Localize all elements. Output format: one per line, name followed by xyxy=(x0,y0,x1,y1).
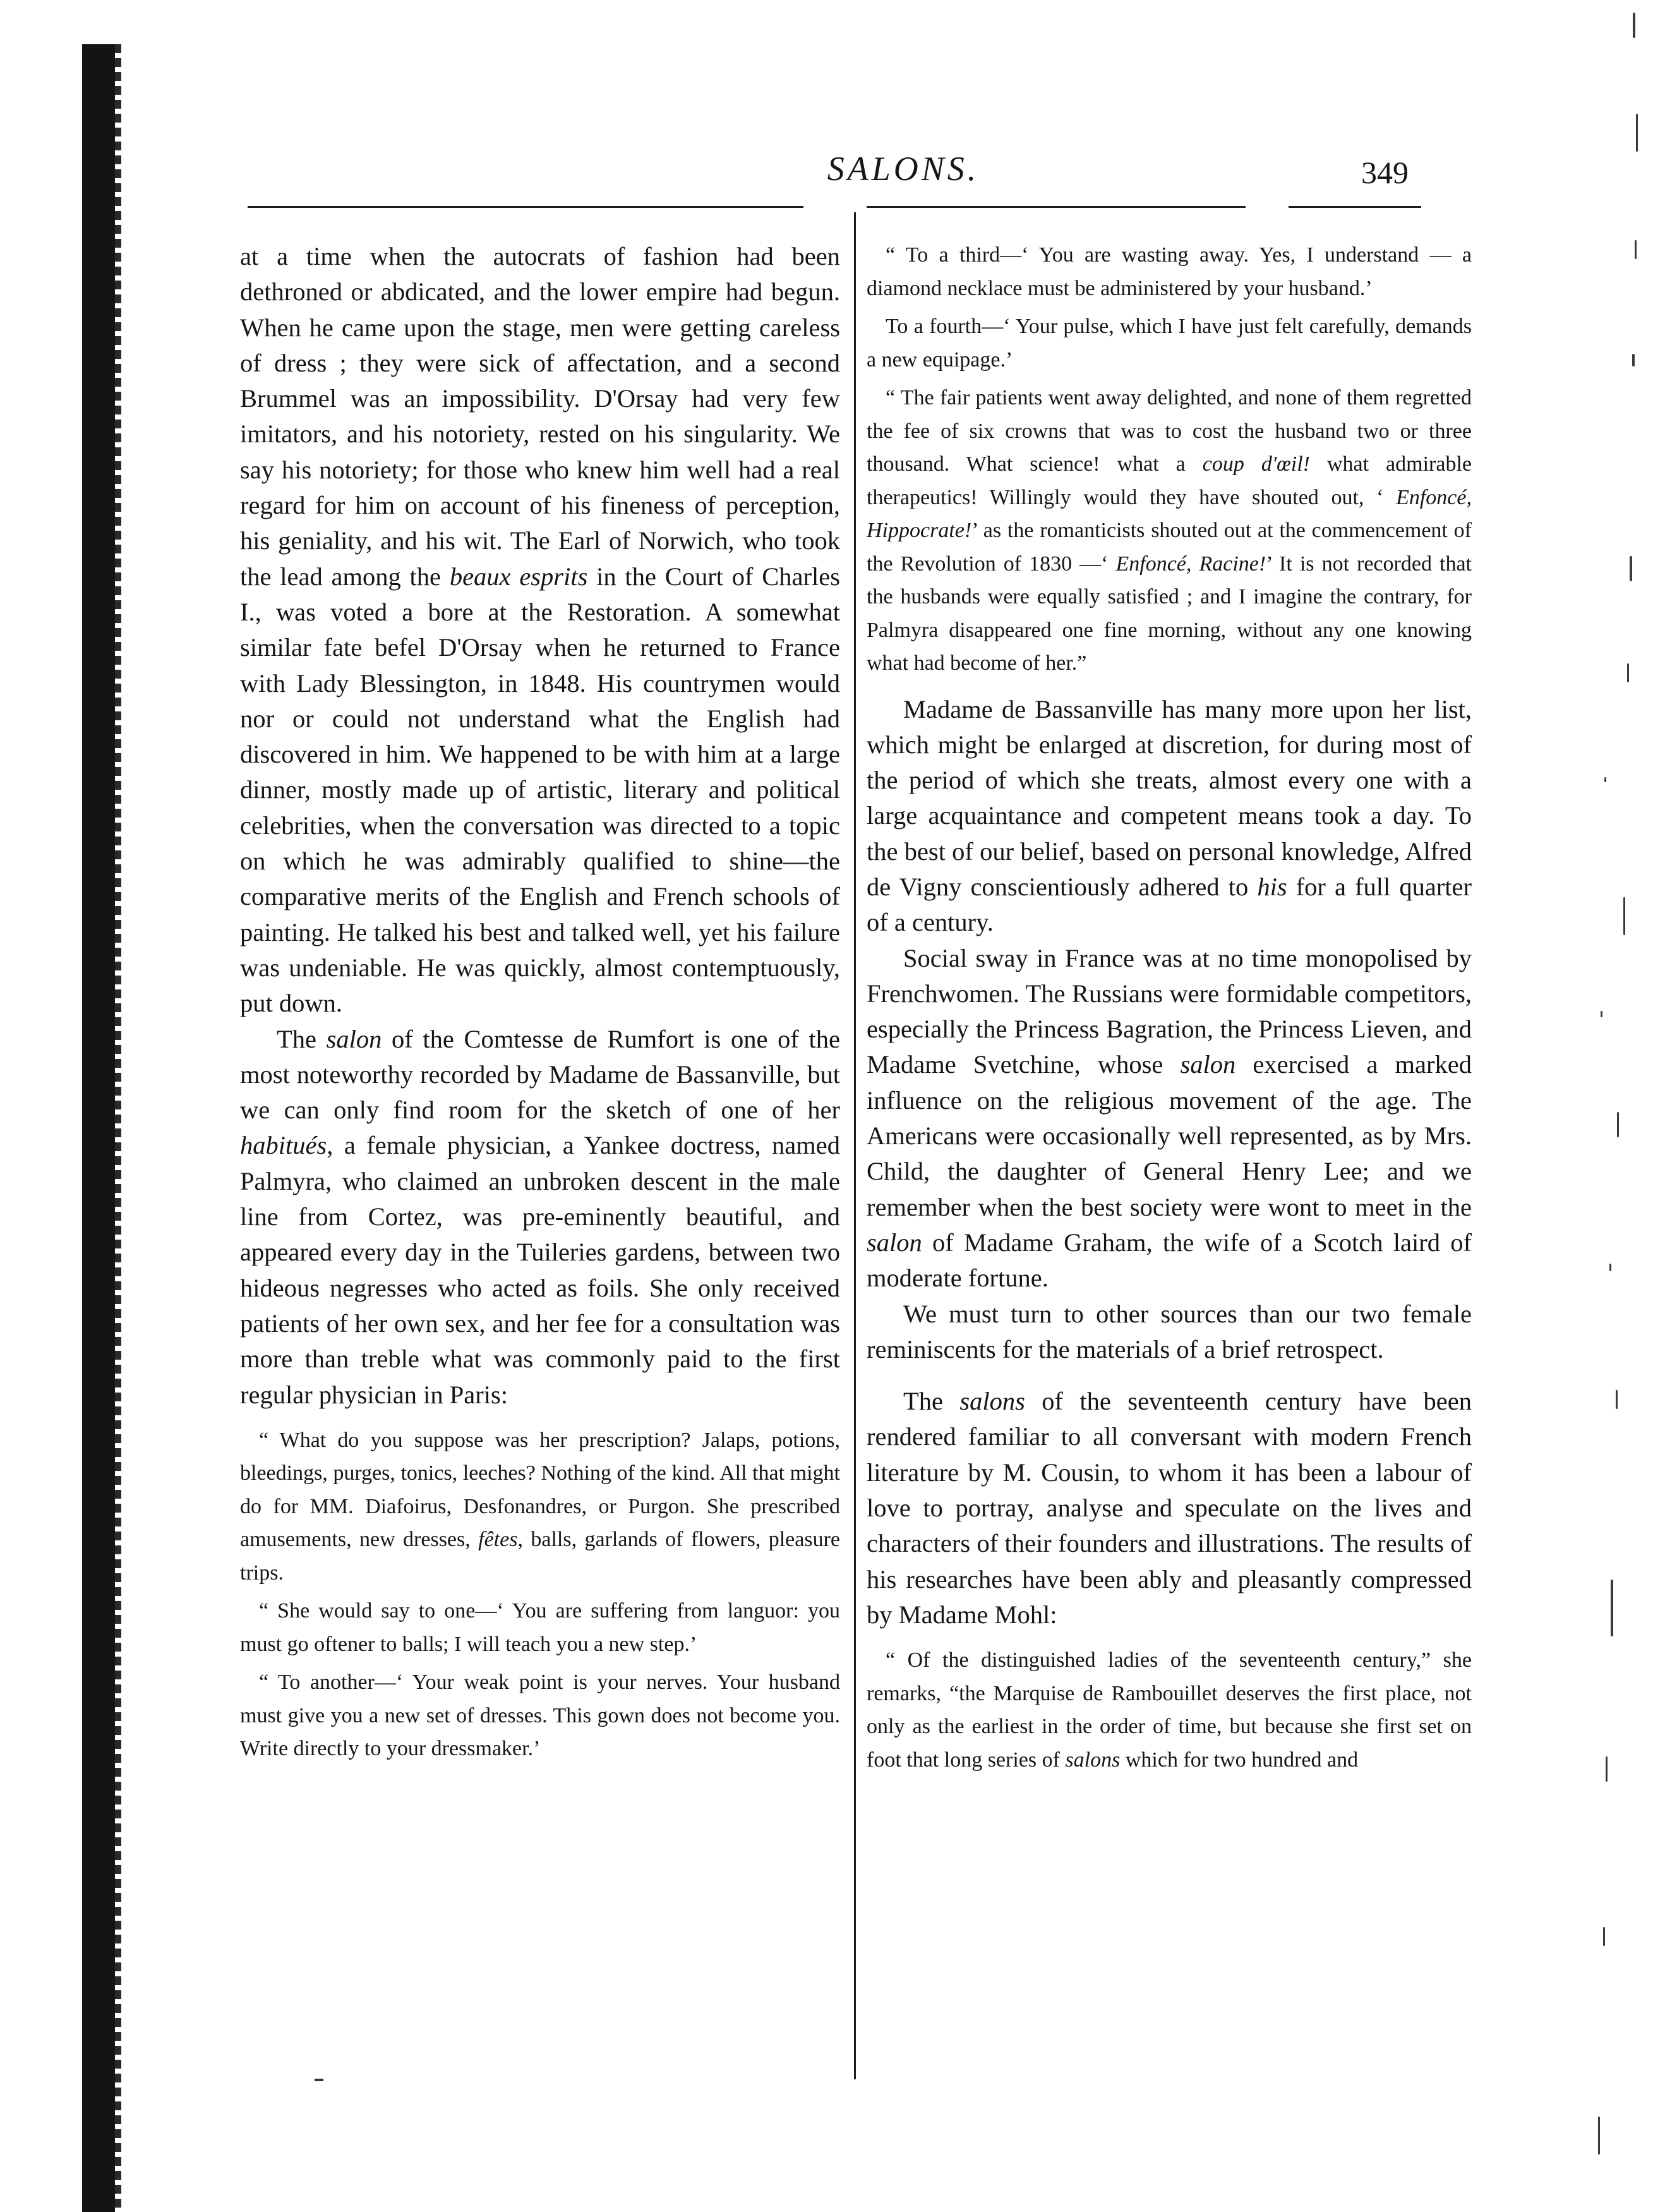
italic-text: beaux esprits xyxy=(449,562,588,591)
text-run: ’ as the romanticists shouted out at the commencement of the Revolution of 1830 —‘ xyxy=(867,519,1472,576)
text-run: , balls, garlands of flowers, pleasure trips. xyxy=(240,1528,840,1585)
italic-text: salon xyxy=(1180,1050,1236,1079)
header-rule-left xyxy=(248,206,803,208)
left-column xyxy=(240,239,840,1766)
italic-text: salon xyxy=(867,1228,922,1257)
binding-fringe xyxy=(115,44,121,2212)
text-run: The xyxy=(277,1024,327,1053)
text-run: “ To a third—‘ You are wasting away. Yes, I understand — a diamond necklace must be administered by your husband.’ xyxy=(867,243,1472,300)
page-end-mark xyxy=(315,2079,323,2081)
paragraph xyxy=(867,239,1472,305)
paragraph xyxy=(867,1644,1472,1777)
italic-text: salons xyxy=(1065,1748,1121,1772)
paragraph xyxy=(240,1424,840,1590)
text-run: of the Comtesse de Rumfort is one of the most noteworthy recorded by Madame de Bassanville, but we can only find room for the sketch of one of her xyxy=(240,1024,840,1125)
text-run: To a fourth—‘ Your pulse, which I have just felt carefully, demands a new equipage.’ xyxy=(867,315,1472,372)
paragraph xyxy=(867,692,1472,941)
binding-edge xyxy=(82,44,115,2212)
paragraph xyxy=(867,310,1472,377)
column-divider xyxy=(854,212,856,2079)
italic-text: salon xyxy=(326,1024,382,1053)
paragraph xyxy=(867,1384,1472,1633)
paragraph xyxy=(240,1666,840,1766)
text-run: “ To another—‘ Your weak point is your nerves. Your husband must give you a new set of dresses. This gown does not become you. Write directly to your dressmaker.’ xyxy=(240,1671,840,1761)
paragraph xyxy=(867,941,1472,1296)
italic-text: his xyxy=(1257,872,1287,901)
text-run: “ What do you suppose was her prescription? Jalaps, potions, bleedings, purges, tonics, leeches? Nothing of the kind. All that might do for MM. Diafoirus, Desfonandres, or Purgon. She prescribed amusements, new dresses, xyxy=(240,1428,840,1552)
italic-text: habitués xyxy=(240,1131,327,1160)
text-run: “ She would say to one—‘ You are suffering from languor: you must go oftener to balls; I will teach you a new step.’ xyxy=(240,1599,840,1656)
italic-text: fêtes xyxy=(478,1528,518,1552)
scan-specks xyxy=(1548,0,1677,2212)
italic-text: coup d'œil! xyxy=(1202,452,1310,476)
right-column xyxy=(867,239,1472,1777)
paragraph xyxy=(867,1296,1472,1368)
text-run: for a full quarter of a century. xyxy=(867,872,1472,937)
text-run: of the seventeenth century have been rendered familiar to all conversant with modern French literature by M. Cousin, to whom it has been a labour of love to portray, analyse and speculate on the lives and characters of their founders and illustrations. The results of his researches have been ably and pleasantly compressed by Madame Mohl: xyxy=(867,1387,1472,1629)
page-number: 349 xyxy=(1361,155,1409,190)
text-run: exercised a marked influence on the religious movement of the age. The Americans were occasionally well represented, as by Mrs. Child, the daughter of General Henry Lee; and we remember when the best society were wont to meet in the xyxy=(867,1050,1472,1221)
italic-text: salons xyxy=(959,1387,1025,1416)
text-run: Madame de Bassanville has many more upon her list, which might be enlarged at discretion, for during most of the period of which she treats, almost every one with a large acquaintance and competent means took a day. To the best of our belief, based on personal knowledge, Alfred de Vigny conscientiously adhered to xyxy=(867,694,1472,901)
paragraph xyxy=(240,1595,840,1661)
header-rule-right xyxy=(867,206,1246,208)
text-run: The xyxy=(903,1387,960,1416)
italic-text: Enfoncé, Racine! xyxy=(1115,552,1266,576)
italic-text: Enfoncé, Hippocrate! xyxy=(867,485,1472,542)
text-run: , a female physician, a Yankee doctress, named Palmyra, who claimed an unbroken descent in the male line from Cortez, was pre-eminently beautiful, and appeared every day in the Tuileries gardens, between two hideous negresses who acted as foils. She only received patients of her own sex, and her fee for a consultation was more than treble what was commonly paid to the first regular physician in Paris: xyxy=(240,1131,840,1409)
text-run: what admirable therapeutics! Willingly would they have shouted out, ‘ xyxy=(867,452,1472,509)
text-run: at a time when the autocrats of fashion had been dethroned or abdicated, and the lower empire had begun. When he came upon the stage, men were getting careless of dress ; they were sick of affectation, and a second Brummel was an impossibility. D'Orsay had very few imitators, and his notoriety, rested on his singularity. We say his notoriety; for those who knew him well had a real regard for him on account of his fineness of perception, his geniality, and his wit. The Earl of Norwich, who took the lead among the xyxy=(240,242,840,591)
page-title: SALONS. xyxy=(827,150,980,188)
paragraph xyxy=(240,239,840,1022)
paragraph xyxy=(867,382,1472,680)
text-run: in the Court of Charles I., was voted a bore at the Restoration. A somewhat similar fate befel D'Orsay when he returned to France with Lady Blessington, in 1848. His countrymen would nor or could not understand what the English had discovered in him. We happened to be with him at a large dinner, mostly made up of artistic, literary and political celebrities, when the conversation was directed to a topic on which he was admirably qualified to shine—the comparative merits of the English and French schools of painting. He talked his best and talked well, yet his failure was undeniable. He was quickly, almost contemptuously, put down. xyxy=(240,562,841,1018)
text-run: which for two hundred and xyxy=(1120,1748,1359,1772)
text-run: We must turn to other sources than our two female reminiscents for the materials of a brief retrospect. xyxy=(867,1299,1472,1363)
text-run: Social sway in France was at no time monopolised by Frenchwomen. The Russians were formidable competitors, especially the Princess Bagration, the Princess Lieven, and Madame Svetchine, whose xyxy=(867,943,1472,1079)
running-header xyxy=(240,149,1503,193)
paragraph xyxy=(240,1022,840,1413)
text-run: “ Of the distinguished ladies of the seventeenth century,” she remarks, “the Marquise de Rambouillet deserves the first place, not only as the earliest in the order of time, but because she first set on foot that long series of xyxy=(867,1648,1472,1772)
text-run: ’ It is not recorded that the husbands were equally satisfied ; and I imagine the contrary, for Palmyra disappeared one fine morning, without any one knowing what had become of her.” xyxy=(867,552,1472,675)
text-run: of Madame Graham, the wife of a Scotch laird of moderate fortune. xyxy=(867,1228,1472,1293)
header-rule-right-end xyxy=(1289,206,1421,208)
text-run: “ The fair patients went away delighted, and none of them regretted the fee of six crowns that was to cost the husband two or three thousand. What science! what a xyxy=(867,386,1472,476)
